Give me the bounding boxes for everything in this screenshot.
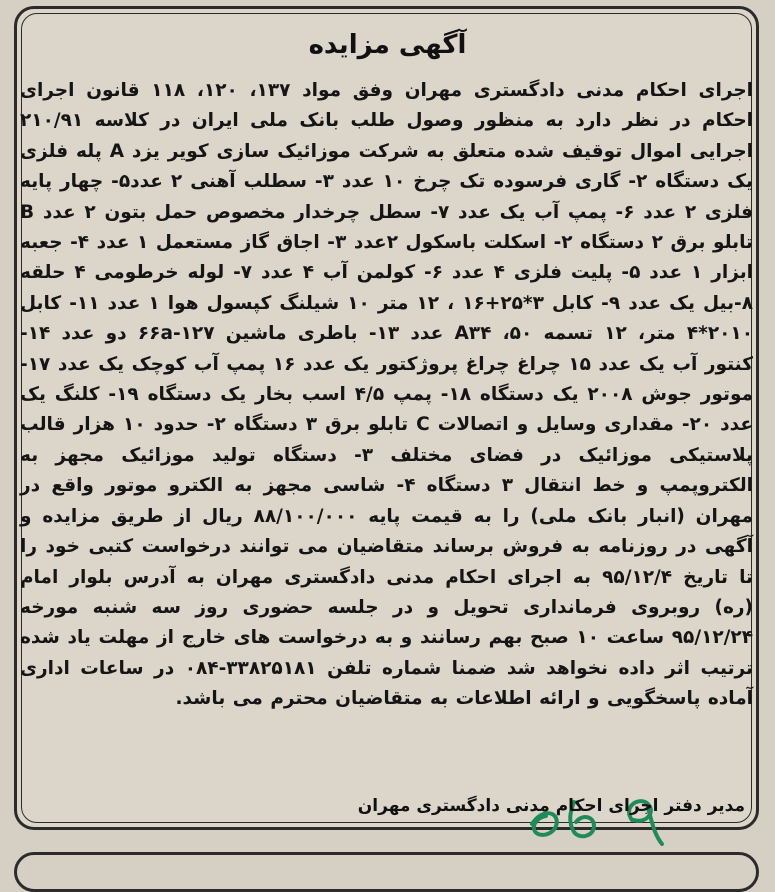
notice-signature: مدیر دفتر اجرای احکام مدنی دادگستری مهران <box>357 796 745 816</box>
next-notice-frame-edge <box>14 852 759 892</box>
notice-body: اجرای احکام مدنی دادگستری مهران وفق مواد ۱۳۷، ۱۲۰، ۱۱۸ قانون اجرای احکام در نظر دارد به منظور وصول طلب بانک ملی ایران در کلاسه ۲۱۰/۹۱ اجرایی اموال توقیف شده متعلق به شرکت موزائیک سازی کویر یزد A پله فلزی یک دستگاه ۲- گاری فرسوده تک چرخ ۱۰ عدد ۳- سطلب آهنی ۲ عدد۵- چهار پایه فلزی ۲ عدد ۶- پمپ آب یک عدد ۷- سطل چرخدار مخصوص حمل بتون ۲ عدد B تابلو برق ۲ دستگاه ۲- اسکلت باسکول ۲عدد ۳- اجاق گاز مستعمل ۱ عدد ۴- جعبه ابزار ۱ عدد ۵- پلیت فلزی ۴ عدد ۶- کولمن آب ۴ عدد ۷- لوله خرطومی ۴ حلقه ۸-بیل یک عدد ۹- کابل ۳*۲۵+۱۶ ، ۱۲ متر ۱۰ شیلنگ کپسول هوا ۱ عدد ۱۱- کابل ۲۰۱۰*۴ متر، ۱۲ تسمه ۵۰، A۳۴ عدد ۱۳- باطری ماشین ۶۶a-۱۲۷ دو عدد ۱۴- کنتور آب یک عدد ۱۵ چراغ چراغ پروژکتور یک عدد ۱۶ پمپ آب کوچک یک عدد ۱۷- موتور جوش ۲۰۰۸ یک دستگاه ۱۸- پمپ ۴/۵ اسب بخار یک دستگاه ۱۹- کلنگ یک عدد ۲۰- مقداری وسایل و اتصالات C تابلو برق ۳ دستگاه ۲- حدود ۱۰ هزار قالب پلاستیکی موزائیک در فضای مختلف ۳- دستگاه تولید موزائیک مجهز به الکتروپمپ و خط انتقال ۳ دستگاه ۴- شاسی مجهز به الکترو موتور واقع در مهران (انبار بانک ملی) را به قیمت پایه ۸۸/۱۰۰/۰۰۰ ریال از طریق مزایده و آگهی در روزنامه به فروش برساند متقاضیان می توانند درخواست کتبی خود را تا تاریخ ۹۵/۱۲/۴ به اجرای احکام مدنی دادگستری مهران به آدرس بلوار امام (ره) روبروی فرمانداری تحویل و در جلسه حضوری روز سه شنبه مورخه ۹۵/۱۲/۲۴ ساعت ۱۰ صبح بهم رسانند و به درخواست های خارج از مهلت یاد شده ترتیب اثر داده نخواهد شد ضمنا شماره تلفن ۳۳۸۲۵۱۸۱-۰۸۴ در ساعات اداری آماده پاسخگویی و ارائه اطلاعات به متقاضیان محترم می باشد. <box>20 80 754 710</box>
notice-title: آگهی مزایده <box>308 30 467 60</box>
